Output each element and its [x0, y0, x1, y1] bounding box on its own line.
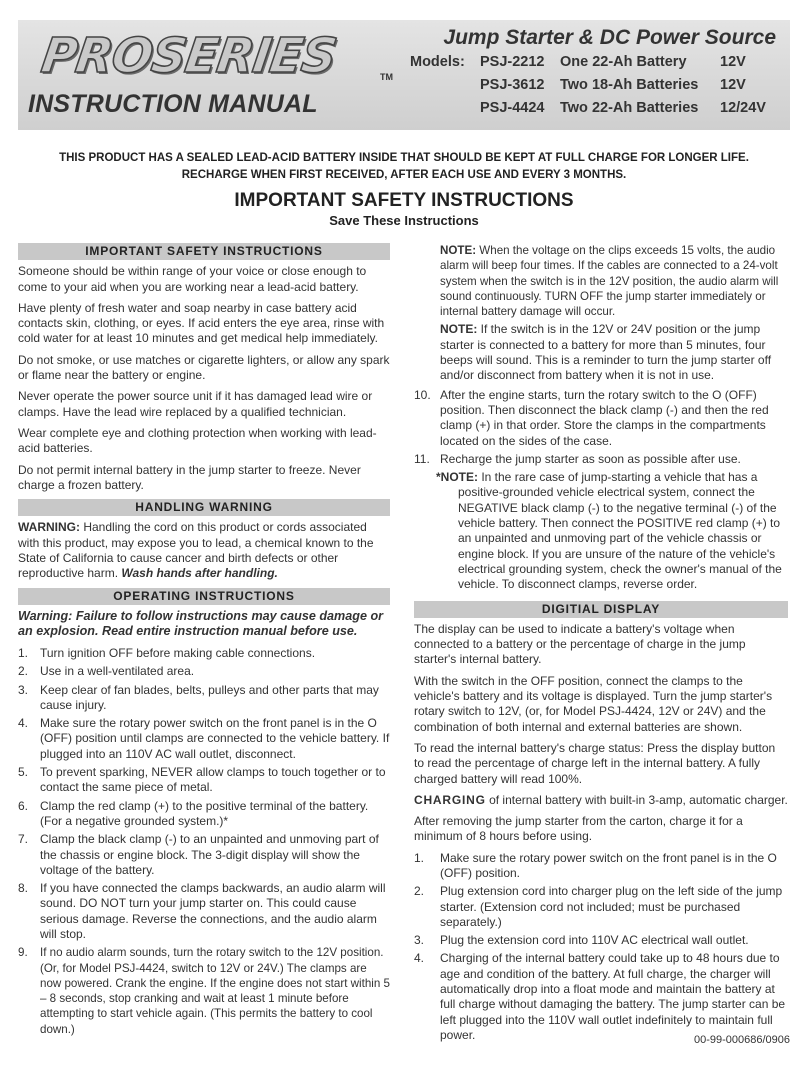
list-item	[18, 832, 390, 878]
list-item	[18, 664, 390, 679]
operating-steps	[18, 646, 390, 1037]
step-text: To prevent sparking, NEVER allow clamps to touch together or to contact the same piece of metal.	[40, 765, 386, 795]
right-column	[414, 243, 788, 1046]
step-text: Make sure the rotary power switch on the front panel is in the O (OFF) position.	[440, 850, 777, 880]
left-column	[18, 243, 390, 1040]
safety-paragraph: Do not permit internal battery in the jump starter to freeze. Never charge a frozen battery.	[18, 462, 361, 492]
step-text: Plug extension cord into charger plug on the left side of the jump starter. (Extension cord not included; must be purchased separately.)	[440, 884, 783, 929]
step-text: Recharge the jump starter as soon as possible after use.	[440, 451, 741, 466]
brand-logo: PROSERIES	[38, 28, 340, 84]
step-text: Use in a well-ventilated area.	[40, 664, 195, 679]
battery-warning-line2: RECHARGE WHEN FIRST RECEIVED, AFTER EACH USE AND EVERY 3 MONTHS.	[181, 169, 627, 181]
step-text: Keep clear of fan blades, belts, pulleys and other parts that may cause injury.	[40, 682, 379, 712]
step-number: 2.	[18, 664, 29, 679]
step-text: Turn ignition OFF before making cable connections.	[40, 645, 316, 660]
step-number: 10.	[414, 387, 431, 402]
step-text: Clamp the red clamp (+) to the positive terminal of the battery. (For a negative grounded system.)*	[40, 798, 369, 828]
step-number: 4.	[18, 716, 29, 731]
list-item	[414, 388, 788, 449]
list-item	[414, 933, 788, 948]
model-desc: One 22-Ah Battery	[560, 54, 687, 70]
section-heading-handling: HANDLING WARNING	[18, 499, 390, 516]
step-text: After the engine starts, turn the rotary switch to the O (OFF) position. Then disconnect the black clamp (-) and then the red clamp (+) in that order. Store the clamps in the compartments located on the sides of the case.	[440, 387, 769, 448]
models-table	[410, 54, 766, 123]
list-item	[414, 884, 788, 930]
step-text: Charging of the internal battery could take up to 48 hours due to age and condition of the battery. At full charge, the charger will automatically drop into a float mode and maintain the battery at full charge without damaging the battery. The jump starter can be left plugged into the 110V wall outlet indefinitely to maintain full power.	[440, 951, 786, 1042]
document-code: 00-99-000686/0906	[693, 1034, 790, 1046]
model-volts: 12/24V	[720, 100, 766, 116]
list-item	[18, 799, 390, 830]
charging-intro	[414, 793, 788, 808]
list-item	[18, 881, 390, 942]
step-number: 3.	[18, 682, 29, 697]
note-positive-ground	[414, 470, 788, 592]
charging-paragraph: After removing the jump starter from the carton, charge it for a minimum of 8 hours before using.	[414, 814, 743, 844]
model-row	[410, 100, 766, 123]
safety-paragraph: Have plenty of fresh water and soap nearby in case battery acid contacts skin, clothing, or eyes. If acid enters the eye area, rinse with cold water for at least 10 minutes and get medical help immediately.	[18, 300, 385, 346]
section-heading-display: DIGITIAL DISPLAY	[414, 601, 788, 618]
safety-paragraph: Never operate the power source unit if it has damaged lead wire or clamps. Have the lead wire replaced by a qualified technician.	[18, 389, 373, 419]
note-voltage-alarm	[414, 243, 788, 319]
list-item	[414, 951, 788, 1043]
step-number: 9.	[18, 946, 28, 960]
model-desc: Two 18-Ah Batteries	[560, 77, 699, 93]
model-code: PSJ-3612	[480, 77, 545, 93]
step-text: Plug the extension cord into 110V AC electrical wall outlet.	[440, 933, 749, 948]
step-number: 1.	[414, 850, 425, 865]
step-text: If you have connected the clamps backwards, an audio alarm will sound. DO NOT turn your jump starter on. This could cause serious damage. Reverse the connections, and the audio alarm will stop.	[40, 881, 386, 941]
handling-warning-lead: WARNING:	[18, 520, 80, 535]
step-number: 8.	[18, 881, 29, 896]
model-desc: Two 22-Ah Batteries	[560, 100, 699, 116]
display-paragraph: With the switch in the OFF position, connect the clamps to the vehicle's battery and its voltage is displayed. Turn the jump starter's rotary switch to 12V, (or, for Model PSJ-4424, 12V or 24V) and the combination of both internal and external batteries are shown.	[414, 673, 773, 734]
list-item	[18, 716, 390, 762]
note-text: In the rare case of jump-starting a vehicle that has a positive-grounded vehicle electrical system, connect the NEGATIVE black clamp (-) to the negative terminal (-) of the vehicle battery. Then connect the POSITIVE red clamp (+) to an unpainted and unmoving part of the vehicle chassis or engine block. If you are unsure of the nature of the vehicle's electrical grounding system, check the owner's manual of the vehicle. To disconnect clamps, reverse order.	[458, 470, 782, 592]
step-number: 2.	[414, 884, 425, 899]
handling-warning-emphasis: Wash hands after handling.	[121, 566, 278, 581]
list-item	[414, 851, 788, 882]
safety-paragraph: Do not smoke, or use matches or cigarette lighters, or allow any spark or flame near the battery or engine.	[18, 352, 390, 383]
handling-warning-body: Handling the cord on this product or cords associated with this product, may expose you to lead, a chemical known to the State of California to cause cancer and birth defects or other reproductive harm.	[18, 520, 374, 581]
display-paragraph: The display can be used to indicate a battery's voltage when connected to a battery or the percentage of charge in the jump starter's internal battery.	[414, 621, 746, 667]
safety-paragraph: Someone should be within range of your voice or close enough to come to your aid when you are working near a lead-acid battery.	[18, 264, 367, 294]
step-number: 1.	[18, 645, 29, 660]
section-heading-safety: IMPORTANT SAFETY INSTRUCTIONS	[18, 243, 390, 260]
step-number: 3.	[414, 933, 425, 948]
step-number: 7.	[18, 832, 29, 847]
operating-warning: Warning: Failure to follow instructions may cause damage or an explosion. Read entire instruction manual before use.	[18, 608, 384, 639]
charging-label: CHARGING	[414, 792, 486, 807]
step-text: Clamp the black clamp (-) to an unpainted and unmoving part of the chassis or engine block. The 3-digit display will show the voltage of the battery.	[40, 832, 379, 877]
operating-steps-continued	[414, 388, 788, 467]
model-row	[410, 77, 766, 100]
charging-intro-text: of internal battery with built-in 3-amp, automatic charger.	[485, 792, 788, 807]
models-label: Models:	[410, 54, 465, 70]
note-text: If the switch is in the 12V or 24V position or the jump starter is connected to a battery for more than 5 minutes, four beeps will sound. This is a reminder to turn the jump starter off and/or disconnect from battery when it is not in use.	[440, 322, 772, 383]
step-number: 4.	[414, 951, 425, 966]
product-title: Jump Starter & DC Power Source	[443, 26, 776, 49]
display-paragraph: To read the internal battery's charge status: Press the display button to read the percentage of charge left in the internal battery. A fully charged battery will read 100%.	[414, 740, 776, 786]
model-code: PSJ-4424	[480, 100, 545, 116]
battery-warning	[0, 150, 808, 184]
charging-steps	[414, 851, 788, 1044]
step-number: 6.	[18, 798, 29, 813]
step-text: Make sure the rotary power switch on the front panel is in the O (OFF) position until clamps are connected to the vehicle battery. If plugged into an 110V AC wall outlet, disconnect.	[40, 716, 390, 761]
step-text: If no audio alarm sounds, turn the rotary switch to the 12V position. (Or, for Model PSJ-4424, switch to 12V or 24V.) The clamps are now powered. Crank the engine. If the engine does not start within 5 – 8 seconds, stop cranking and wait at least 1 minute before attempting to start vehicle again. (This permits the battery to cool down.)	[40, 946, 390, 1036]
battery-warning-line1: THIS PRODUCT HAS A SEALED LEAD-ACID BATTERY INSIDE THAT SHOULD BE KEPT AT FULL CHARGE FOR LONGER LIFE.	[59, 152, 749, 164]
safety-paragraph: Wear complete eye and clothing protection when working with lead-acid batteries.	[18, 425, 377, 456]
note-label: NOTE:	[440, 322, 478, 337]
model-volts: 12V	[720, 54, 746, 70]
note-reminder-beeps	[414, 322, 788, 383]
list-item	[18, 646, 390, 661]
model-row	[410, 54, 766, 77]
page-subtitle: Save These Instructions	[329, 213, 479, 228]
list-item	[18, 765, 390, 796]
list-item	[414, 452, 788, 467]
note-label: NOTE:	[440, 244, 477, 257]
model-code: PSJ-2212	[480, 54, 545, 70]
header-banner	[18, 20, 790, 130]
note-text: When the voltage on the clips exceeds 15 volts, the audio alarm will beep four times. If the cables are connected to a 24-volt system when the switch is in the 12V position, the audio alarm will sound continuously. TURN OFF the jump starter immediately or internal battery damage will occur.	[440, 244, 779, 319]
step-number: 11.	[414, 451, 430, 466]
model-volts: 12V	[720, 77, 746, 93]
list-item	[18, 683, 390, 714]
page-title: IMPORTANT SAFETY INSTRUCTIONS	[234, 190, 574, 211]
trademark-mark: TM	[380, 72, 393, 82]
note-label: *NOTE:	[436, 470, 478, 485]
handling-warning-text	[18, 520, 390, 581]
step-number: 5.	[18, 765, 29, 780]
manual-title: INSTRUCTION MANUAL	[28, 90, 318, 118]
section-heading-operating: OPERATING INSTRUCTIONS	[18, 588, 390, 605]
list-item	[18, 945, 390, 1037]
